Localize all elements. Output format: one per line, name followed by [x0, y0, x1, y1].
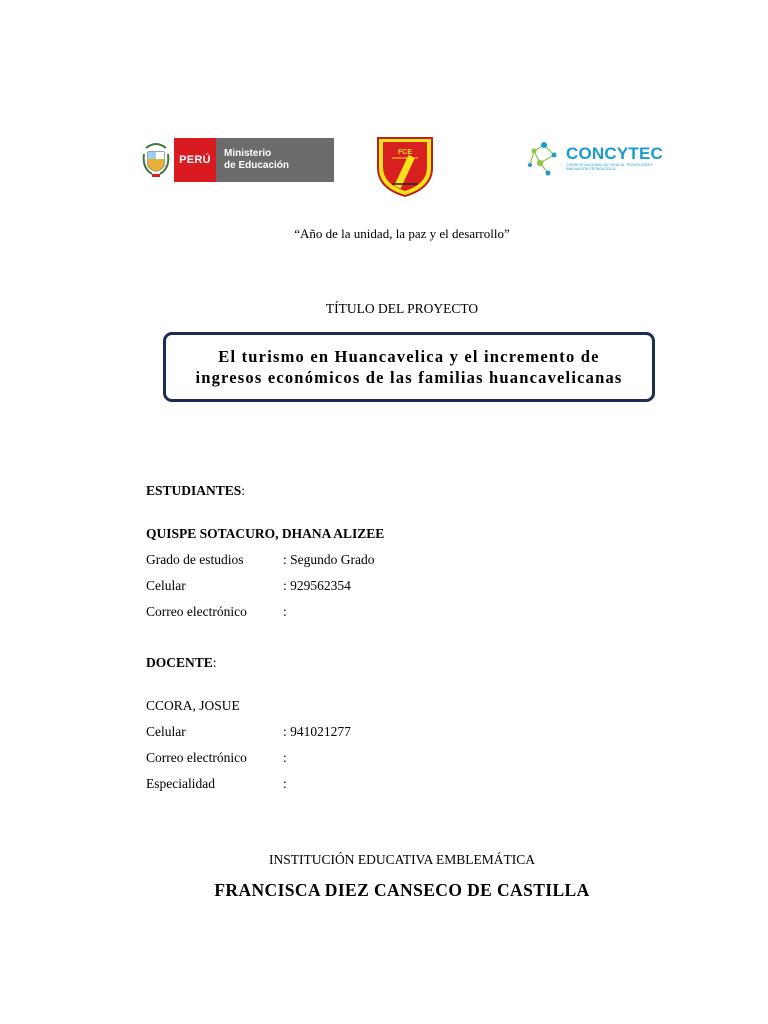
- teacher-heading: [146, 655, 217, 671]
- project-title-label: TÍTULO DEL PROYECTO: [325, 301, 479, 316]
- student-grade-label: Grado de estudios: [146, 552, 244, 567]
- ministry-label: [216, 138, 334, 182]
- student-name: [146, 526, 384, 542]
- students-heading-colon: :: [241, 483, 246, 498]
- students-heading-text: ESTUDIANTES: [146, 483, 242, 498]
- teacher-heading-text: DOCENTE: [146, 655, 213, 670]
- student-grade-value: : Segundo Grado: [283, 552, 375, 567]
- concytec-logo: [526, 134, 672, 182]
- project-title-line1: El turismo en Huancavelica y el incremento de: [218, 347, 600, 366]
- project-title-box: [163, 332, 655, 402]
- project-title: [195, 346, 622, 388]
- institution-label: INSTITUCIÓN EDUCATIVA EMBLEMÁTICA: [269, 852, 535, 867]
- concytec-tagline: CONSEJO NACIONAL DE CIENCIA, TECNOLOGÍA E INNOVACIÓN TECNOLÓGICA: [566, 162, 653, 171]
- concytec-name: CONCYTEC: [566, 143, 663, 163]
- school-badge-text: FCE: [398, 149, 412, 156]
- ministry-line2: de Educación: [224, 160, 290, 171]
- teacher-email-label: Correo electrónico: [146, 750, 247, 765]
- peru-label: PERÚ: [174, 138, 216, 182]
- student-phone-label: Celular: [146, 578, 186, 593]
- teacher-specialty-value: :: [283, 776, 287, 791]
- year-motto: “Año de la unidad, la paz y el desarrollo”: [294, 226, 510, 241]
- project-title-line2: ingresos económicos de las familias huancavelicanas: [195, 368, 623, 387]
- ministry-line1: Ministerio: [224, 148, 272, 159]
- student-email-value: :: [283, 604, 287, 619]
- institution-name: FRANCISCA DIEZ CANSECO DE CASTILLA: [214, 880, 590, 900]
- minedu-logo: [140, 138, 334, 182]
- students-heading: [146, 483, 245, 499]
- student-email-label: Correo electrónico: [146, 604, 247, 619]
- teacher-phone-label: Celular: [146, 724, 186, 739]
- teacher-specialty-label: Especialidad: [146, 776, 215, 791]
- student-name-text: QUISPE SOTACURO, DHANA ALIZEE: [146, 526, 385, 541]
- peru-coat-of-arms-icon: [140, 138, 172, 182]
- student-phone-value: : 929562354: [283, 578, 351, 593]
- network-nodes-icon: [526, 135, 564, 181]
- teacher-heading-colon: :: [212, 655, 217, 670]
- school-badge-logo: [374, 134, 436, 198]
- teacher-email-value: :: [283, 750, 287, 765]
- teacher-name: CCORA, JOSUE: [146, 698, 240, 713]
- teacher-phone-value: : 941021277: [283, 724, 351, 739]
